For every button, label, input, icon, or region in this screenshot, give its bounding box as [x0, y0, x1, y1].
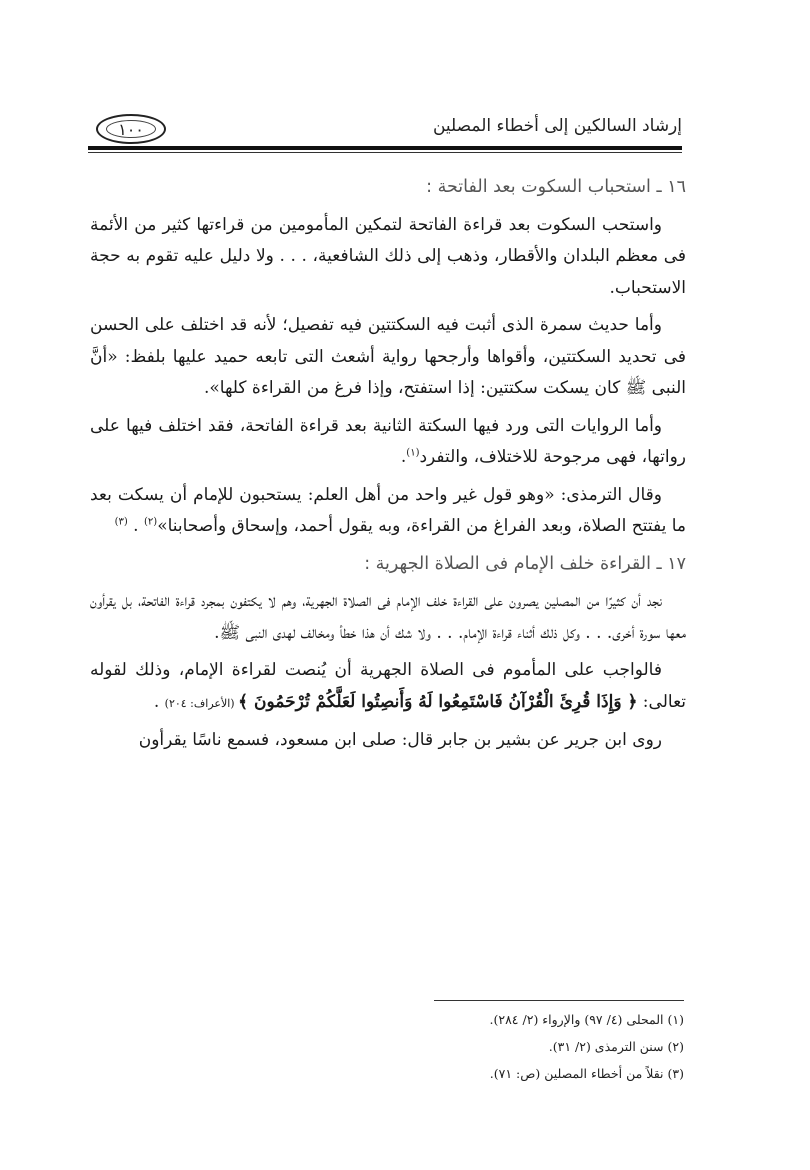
paragraph: وأما حديث سمرة الذى أثبت فيه السكتتين فيه تفصيل؛ لأنه قد اختلف على الحسن فى تحديد السكتتين، وأقواها وأرجحها رواية أشعث التى تابعه حميد عليها بلفظ: «أنَّ النبى ﷺ كان يسكت سكتتين: إذا استفتح، وإذا فرغ من القراءة كلها». — [90, 315, 686, 398]
footnote-separator — [434, 1000, 684, 1001]
footnote-2: (٢) سنن الترمذى (٢/ ٣١). — [548, 1039, 684, 1054]
section-heading-16: ١٦ ـ استحباب السكوت بعد الفاتحة : — [426, 177, 686, 197]
paragraph-text: وقال الترمذى: «وهو قول غير واحد من أهل العلم: يستحبون للإمام أن يسكت بعد ما يفتتح الصلاة، وبعد الفراغ من القراءة، وبه يقول أحمد، وإسحاق وأصحابنا» — [90, 484, 686, 536]
footnote-ref: (٢) — [144, 516, 158, 528]
page-header — [88, 110, 682, 150]
paragraph: نجد أن كثيرًا من المصلين يصرون على القراءة خلف الإمام فى الصلاة الجهرية، وهم لا يكتفون بمجرد قراءة الفاتحة، بل يقرأون معها سورة أخرى. . . وكل ذلك أثناء قراءة الإمام. . . ولا شك أن هذا خطأ ومخالف لهدى النبى ﷺ. — [90, 591, 686, 643]
paragraph — [90, 411, 686, 474]
paragraph-end: . — [153, 691, 165, 712]
verse-citation: (الأعراف: ٢٠٤) — [164, 696, 239, 710]
paragraph: روى ابن جرير عن بشير بن جابر قال: صلى ابن مسعود، فسمع ناسًا يقرأون — [138, 730, 662, 750]
paragraph-text: فالواجب على المأموم فى الصلاة الجهرية أن يُنصت لقراءة الإمام، وذلك لقوله تعالى: — [90, 660, 686, 712]
paragraph-mid: . — [127, 516, 144, 536]
header-rule-thin — [88, 152, 682, 153]
page-number: ١٠٠ — [118, 119, 144, 139]
paragraph — [90, 480, 686, 543]
section-heading-17: ١٧ ـ القراءة خلف الإمام فى الصلاة الجهرية : — [364, 553, 686, 574]
header-rule-thick — [88, 146, 682, 150]
footnote-ref: (١) — [406, 447, 420, 459]
footnote-ref: (٣) — [114, 516, 128, 528]
footnotes — [380, 1006, 684, 1087]
quran-verse: ﴿ وَإِذَا قُرِئَ الْقُرْآنُ فَاسْتَمِعُوا لَهُ وَأَنصِتُوا لَعَلَّكُمْ تُرْحَمُونَ ﴾ — [238, 691, 638, 712]
body-text — [90, 172, 686, 763]
footnote-3: (٣) نقلاً من أخطاء المصلين (ص: ٧١). — [489, 1066, 684, 1081]
paragraph-end: . — [400, 447, 407, 467]
running-title: إرشاد السالكين إلى أخطاء المصلين — [432, 116, 682, 136]
paragraph — [90, 655, 686, 719]
page-number-oval — [96, 114, 166, 144]
paragraph-text: وأما الروايات التى ورد فيها السكتة الثانية بعد قراءة الفاتحة، فقد اختلف فيها على رواتها، فهى مرجوحة للاختلاف، والتفرد — [90, 415, 686, 467]
paragraph: واستحب السكوت بعد قراءة الفاتحة لتمكين المأمومين من قراءتها كثير من الأئمة فى معظم البلدان والأقطار، وذهب إلى ذلك الشافعية، . . . ولا دليل عليه تقوم به حجة الاستحباب. — [90, 214, 686, 298]
footnote-1: (١) المحلى (٤/ ٩٧) والإرواء (٢/ ٢٨٤). — [489, 1012, 684, 1027]
